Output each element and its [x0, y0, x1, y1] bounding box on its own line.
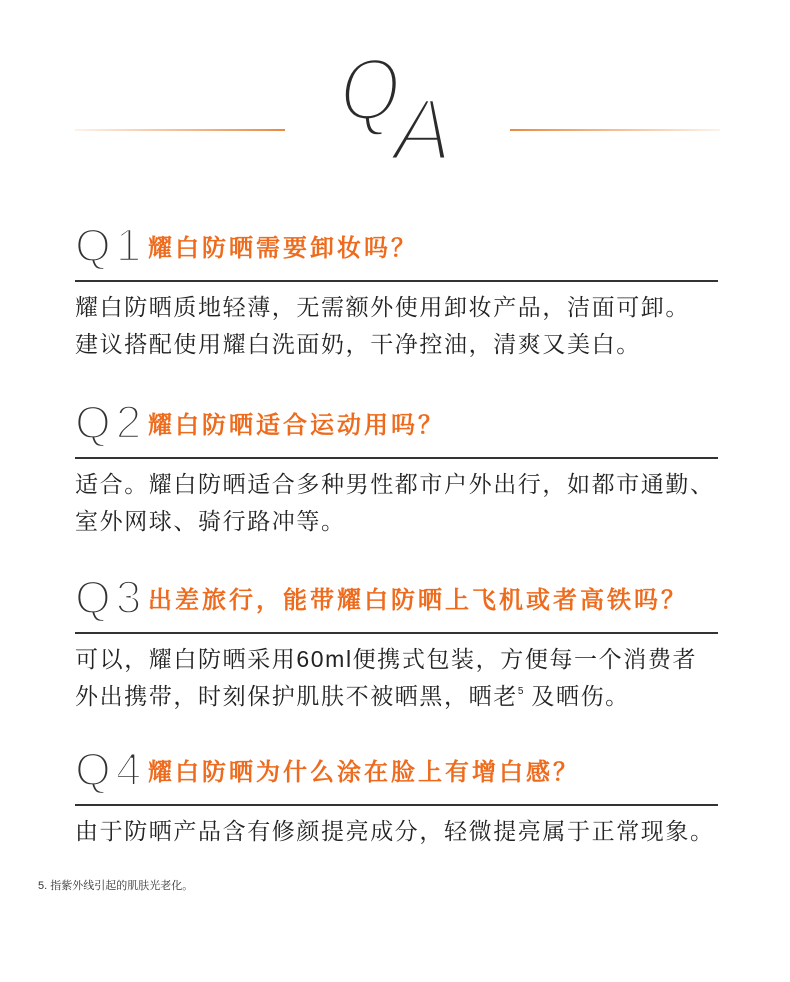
faq-answer	[75, 806, 718, 850]
faq-answer	[75, 459, 718, 540]
faq-question: 出差旅行，能带耀白防晒上飞机或者高铁吗？	[148, 587, 688, 614]
faq-item-4	[75, 743, 718, 850]
faq-question-row	[75, 396, 718, 459]
faq-number-label: Q4	[75, 743, 147, 795]
faq-question-row	[75, 571, 718, 634]
faq-question: 耀白防晒为什么涂在脸上有增白感？	[148, 759, 580, 786]
qa-heading-q: Q	[340, 40, 401, 139]
faq-divider	[75, 457, 718, 459]
decorative-line-left	[75, 129, 285, 131]
faq-answer-text: 外出携带，时刻保护肌肤不被晒黑，晒老	[75, 683, 518, 709]
faq-number-label: Q3	[75, 571, 147, 623]
faq-divider	[75, 280, 718, 282]
faq-answer-line: 由于防晒产品含有修颜提亮成分，轻微提亮属于正常现象。	[75, 818, 715, 844]
faq-question: 耀白防晒适合运动用吗？	[148, 412, 445, 439]
faq-divider	[75, 804, 718, 806]
faq-number-label: Q2	[75, 396, 147, 448]
faq-answer-line: 耀白防晒质地轻薄，无需额外使用卸妆产品，洁面可卸。	[75, 294, 690, 320]
faq-answer	[75, 282, 718, 363]
faq-answer-line	[75, 678, 718, 715]
faq-answer-line: 可以，耀白防晒采用60ml便携式包装，方便每一个消费者	[75, 646, 698, 672]
faq-question-row	[75, 743, 718, 806]
footnote: 5. 指紫外线引起的肌肤光老化。	[38, 880, 194, 892]
faq-item-1	[75, 219, 718, 363]
faq-item-3	[75, 571, 718, 715]
qa-heading-a: A	[393, 80, 452, 179]
faq-answer-line: 室外网球、骑行路冲等。	[75, 508, 346, 534]
faq-question: 耀白防晒需要卸妆吗？	[148, 235, 418, 262]
faq-answer-text: 及晒伤。	[523, 683, 630, 709]
footnote-marker: 5	[517, 686, 524, 697]
faq-item-2	[75, 396, 718, 540]
faq-answer-line: 建议搭配使用耀白洗面奶，干净控油，清爽又美白。	[75, 331, 641, 357]
decorative-line-right	[510, 129, 720, 131]
faq-divider	[75, 632, 718, 634]
faq-answer-line: 适合。耀白防晒适合多种男性都市户外出行，如都市通勤、	[75, 471, 715, 497]
faq-question-row	[75, 219, 718, 282]
faq-answer	[75, 634, 718, 715]
faq-number-label: Q1	[75, 219, 147, 271]
